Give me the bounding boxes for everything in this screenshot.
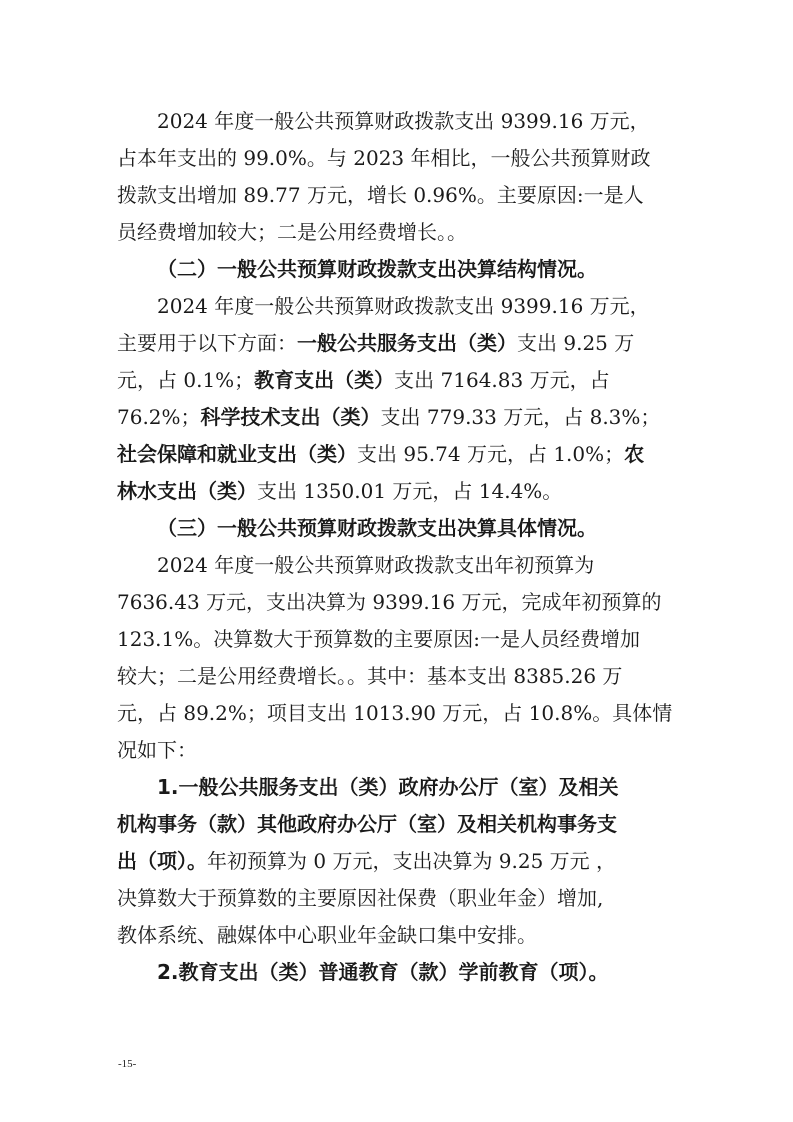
text-segment: 支出 95.74 万元，占 1.0%；	[357, 442, 625, 466]
text-segment: 主要用于以下方面：	[117, 331, 297, 355]
text-line	[117, 885, 677, 911]
bold-text-segment: 教育支出（类）	[254, 368, 395, 392]
text-line	[157, 293, 677, 319]
text-segment: 支出 9.25 万	[517, 331, 635, 355]
text-line	[157, 959, 677, 985]
text-line	[117, 737, 677, 763]
text-segment: 员经费增加较大；二是公用经费增长。。	[117, 220, 467, 244]
text-segment: 2024 年度一般公共预算财政拨款支出 9399.16 万元，	[157, 294, 650, 318]
text-line	[117, 404, 677, 430]
text-line	[117, 589, 677, 615]
text-segment: 2024 年度一般公共预算财政拨款支出 9399.16 万元，	[157, 109, 650, 133]
text-segment: 决算数大于预算数的主要原因社保费（职业年金）增加,	[117, 886, 604, 910]
bold-text-segment: （三）一般公共预算财政拨款支出决算具体情况。	[157, 516, 597, 540]
text-line	[117, 219, 677, 245]
text-segment: 较大；二是公用经费增长。。其中：基本支出 8385.26 万	[117, 664, 623, 688]
text-segment: 76.2%；	[117, 405, 201, 429]
bold-text-segment: 机构事务（款）其他政府办公厅（室）及相关机构事务支	[117, 812, 617, 836]
text-segment: 占本年支出的 99.0%。与 2023 年相比，一般公共预算财政	[117, 146, 651, 170]
text-line	[157, 774, 677, 800]
text-line	[117, 626, 677, 652]
bold-text-segment: 1.一般公共服务支出（类）政府办公厅（室）及相关	[157, 775, 619, 799]
text-segment: 拨款支出增加 89.77 万元，增长 0.96%。主要原因:一是人	[117, 183, 644, 207]
bold-text-segment: 一般公共服务支出（类）	[297, 331, 517, 355]
text-segment: 支出 779.33 万元，占 8.3%；	[380, 405, 661, 429]
bold-text-segment: 林水支出（类）	[117, 479, 257, 503]
text-segment: 年初预算为 0 万元，支出决算为 9.25 万元 ，	[207, 849, 617, 873]
text-line	[117, 441, 677, 467]
text-line	[117, 145, 677, 171]
text-line	[157, 552, 677, 578]
text-line	[117, 330, 677, 356]
text-line	[117, 663, 677, 689]
text-line	[117, 922, 677, 948]
bold-text-segment: 农	[624, 442, 645, 466]
text-line	[117, 848, 677, 874]
text-segment: 7636.43 万元，支出决算为 9399.16 万元，完成年初预算的	[117, 590, 662, 614]
text-line	[117, 700, 677, 726]
bold-text-segment: （二）一般公共预算财政拨款支出决算结构情况。	[157, 257, 597, 281]
text-segment: 况如下：	[117, 738, 197, 762]
bold-text-segment: 出（项）。	[117, 849, 207, 873]
text-segment: 2024 年度一般公共预算财政拨款支出年初预算为	[157, 553, 595, 577]
page-number: -15-	[118, 1058, 137, 1070]
text-line	[117, 367, 677, 393]
bold-text-segment: 社会保障和就业支出（类）	[117, 442, 357, 466]
text-segment: 元，占 0.1%；	[117, 368, 255, 392]
text-segment: 教体系统、融媒体中心职业年金缺口集中安排。	[117, 923, 537, 947]
text-segment: 123.1%。决算数大于预算数的主要原因:一是人员经费增加	[117, 627, 640, 651]
text-segment: 支出 1350.01 万元，占 14.4%。	[257, 479, 563, 503]
text-segment: 支出 7164.83 万元，占	[394, 368, 610, 392]
bold-text-segment: 2.教育支出（类）普通教育（款）学前教育（项）。	[157, 960, 609, 984]
bold-text-segment: 科学技术支出（类）	[200, 405, 381, 429]
text-segment: 元，占 89.2%；项目支出 1013.90 万元，占 10.8%。具体情	[117, 701, 673, 725]
text-line	[117, 478, 677, 504]
text-line	[157, 108, 677, 134]
text-line	[157, 256, 677, 282]
text-line	[157, 515, 677, 541]
text-line	[117, 182, 677, 208]
text-line	[117, 811, 677, 837]
